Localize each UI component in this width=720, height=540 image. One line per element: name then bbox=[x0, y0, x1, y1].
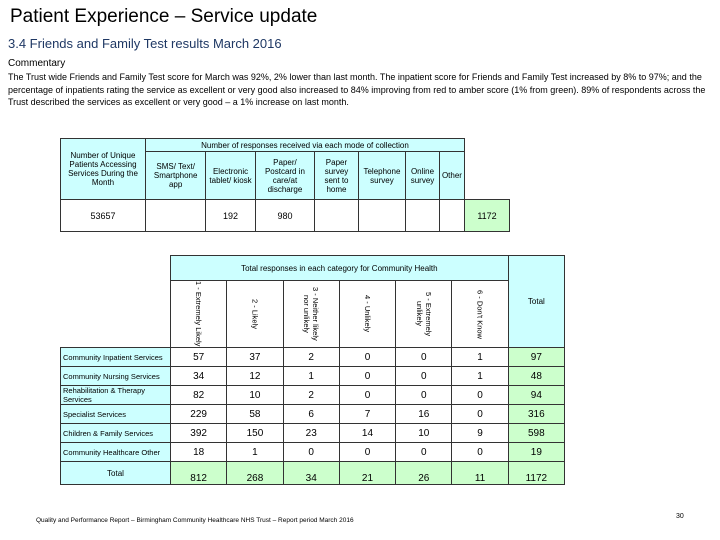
category-header bbox=[283, 281, 339, 348]
cell-value: 94 bbox=[508, 386, 564, 405]
cell-value: 0 bbox=[339, 367, 395, 386]
footer: Quality and Performance Report – Birmingham Community Healthcare NHS Trust – Report period March 2016 bbox=[36, 517, 354, 524]
cell-value: 0 bbox=[283, 443, 339, 462]
category-header bbox=[452, 281, 508, 348]
cell-value: 21 bbox=[339, 462, 395, 485]
cell-value: 2 bbox=[283, 386, 339, 405]
cell-value: 150 bbox=[227, 424, 283, 443]
page-number: 30 bbox=[676, 513, 684, 520]
row-label: Community Inpatient Services bbox=[61, 348, 171, 367]
mode-value bbox=[146, 200, 206, 232]
mode-value bbox=[358, 200, 405, 232]
results-table bbox=[60, 255, 565, 485]
cell-value: 392 bbox=[171, 424, 227, 443]
cell-value: 812 bbox=[171, 462, 227, 485]
category-label: 6 - Don't Know bbox=[475, 289, 485, 339]
row-label: Community Healthcare Other bbox=[61, 443, 171, 462]
collection-total: 1172 bbox=[465, 200, 510, 232]
cell-value: 10 bbox=[227, 386, 283, 405]
cell-value: 37 bbox=[227, 348, 283, 367]
row-label: Rehabilitation & Therapy Services bbox=[61, 386, 171, 405]
table-row bbox=[61, 443, 565, 462]
section-subtitle: 3.4 Friends and Family Test results March 2016 bbox=[8, 36, 282, 51]
cell-value: 58 bbox=[227, 405, 283, 424]
table-row bbox=[61, 367, 565, 386]
mode-value bbox=[406, 200, 440, 232]
cell-value: 6 bbox=[283, 405, 339, 424]
category-label: 2 - Likely bbox=[250, 298, 260, 329]
cell-value: 18 bbox=[171, 443, 227, 462]
cell-value: 1 bbox=[452, 348, 508, 367]
total-column-header: Total bbox=[508, 256, 564, 348]
table-row bbox=[61, 405, 565, 424]
cell-value: 0 bbox=[452, 386, 508, 405]
cell-value: 0 bbox=[452, 405, 508, 424]
cell-value: 82 bbox=[171, 386, 227, 405]
row-label: Community Nursing Services bbox=[61, 367, 171, 386]
cell-value: 48 bbox=[508, 367, 564, 386]
mode-header: SMS/ Text/ Smartphone app bbox=[146, 152, 206, 200]
unique-patients-value: 53657 bbox=[61, 200, 146, 232]
cell-value: 16 bbox=[396, 405, 452, 424]
cell-value: 23 bbox=[283, 424, 339, 443]
table-row bbox=[61, 424, 565, 443]
category-label: 5 - Extremely unlikely bbox=[414, 291, 433, 337]
cell-value: 316 bbox=[508, 405, 564, 424]
cell-value: 10 bbox=[396, 424, 452, 443]
cell-value: 34 bbox=[283, 462, 339, 485]
cell-value: 97 bbox=[508, 348, 564, 367]
cell-value: 0 bbox=[396, 443, 452, 462]
cell-value: 14 bbox=[339, 424, 395, 443]
table-row bbox=[61, 462, 565, 485]
mode-header: Telephone survey bbox=[358, 152, 405, 200]
table-row bbox=[61, 386, 565, 405]
mode-value bbox=[439, 200, 464, 232]
mode-header: Electronic tablet/ kiosk bbox=[206, 152, 255, 200]
mode-header: Other bbox=[439, 152, 464, 200]
cell-value: 0 bbox=[396, 348, 452, 367]
category-header bbox=[396, 281, 452, 348]
unique-patients-header: Number of Unique Patients Accessing Services During the Month bbox=[61, 139, 146, 200]
cell-value: 34 bbox=[171, 367, 227, 386]
cell-value: 0 bbox=[396, 367, 452, 386]
modes-header: Number of responses received via each mode of collection bbox=[146, 139, 465, 152]
cell-value: 12 bbox=[227, 367, 283, 386]
cell-value: 57 bbox=[171, 348, 227, 367]
row-label: Total bbox=[61, 462, 171, 485]
row-label: Specialist Services bbox=[61, 405, 171, 424]
category-header bbox=[339, 281, 395, 348]
mode-header: Paper/ Postcard in care/at discharge bbox=[255, 152, 314, 200]
cell-value: 9 bbox=[452, 424, 508, 443]
table-row bbox=[61, 348, 565, 367]
cell-value: 229 bbox=[171, 405, 227, 424]
cell-value: 26 bbox=[396, 462, 452, 485]
cell-value: 598 bbox=[508, 424, 564, 443]
row-label: Children & Family Services bbox=[61, 424, 171, 443]
cell-value: 19 bbox=[508, 443, 564, 462]
cell-value: 0 bbox=[452, 443, 508, 462]
cell-value: 0 bbox=[339, 348, 395, 367]
category-header bbox=[227, 281, 283, 348]
commentary-heading: Commentary bbox=[8, 58, 66, 69]
category-label: 4 - Unlikely bbox=[362, 295, 372, 333]
mode-header: Online survey bbox=[406, 152, 440, 200]
category-label: 1 - Extremely Likely bbox=[194, 281, 204, 347]
category-header bbox=[171, 281, 227, 348]
category-label: 3 - Neither likely nor unlikely bbox=[302, 287, 321, 341]
mode-value: 192 bbox=[206, 200, 255, 232]
commentary-text: The Trust wide Friends and Family Test score for March was 92%, 2% lower than last month. The inpatient score for Friends and Family Test increased by 8% to 97%; and the percentage of inpatients rating the service as excellent or very good also increased to 84% improving from red to amber score (1% from green). 89% of respondents across the Trust described the services as excellent or very good – a 1% increase on last month. bbox=[8, 72, 706, 107]
cell-value: 1172 bbox=[508, 462, 564, 485]
cell-value: 2 bbox=[283, 348, 339, 367]
cell-value: 268 bbox=[227, 462, 283, 485]
cell-value: 0 bbox=[339, 386, 395, 405]
cell-value: 11 bbox=[452, 462, 508, 485]
cell-value: 1 bbox=[452, 367, 508, 386]
cell-value: 0 bbox=[339, 443, 395, 462]
page-title: Patient Experience – Service update bbox=[10, 6, 318, 27]
mode-value bbox=[315, 200, 359, 232]
cell-value: 1 bbox=[227, 443, 283, 462]
mode-value: 980 bbox=[255, 200, 314, 232]
cell-value: 0 bbox=[396, 386, 452, 405]
cell-value: 1 bbox=[283, 367, 339, 386]
collection-table bbox=[60, 138, 510, 232]
mode-header: Paper survey sent to home bbox=[315, 152, 359, 200]
cell-value: 7 bbox=[339, 405, 395, 424]
results-header: Total responses in each category for Community Health bbox=[171, 256, 509, 281]
